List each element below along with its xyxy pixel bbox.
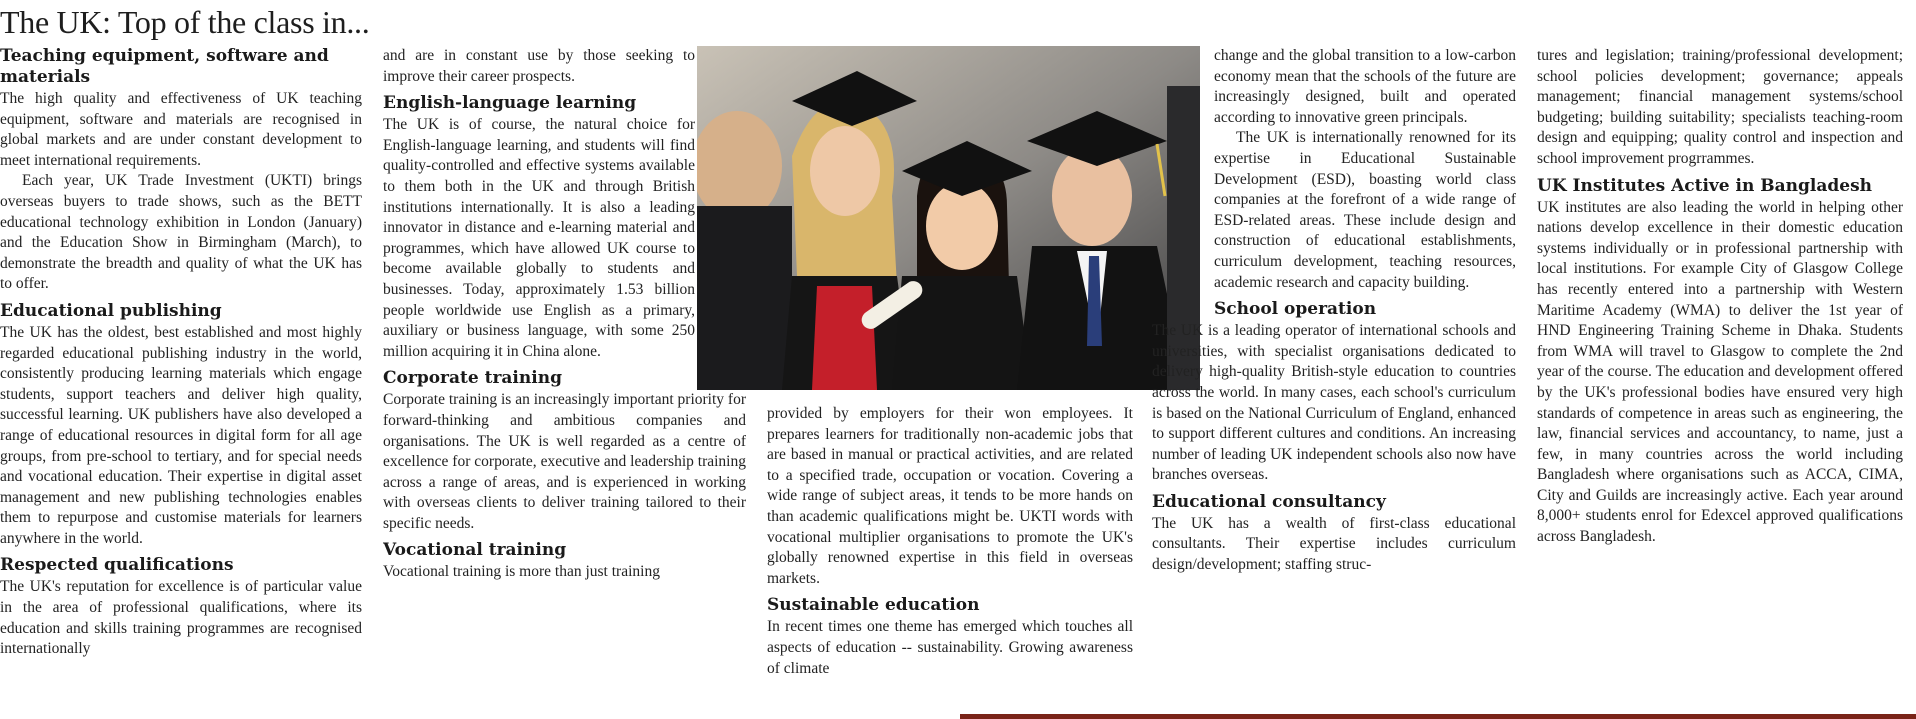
- paragraph-qualifications-cont: and are in constant use by those seeking to improve their career prospects.: [383, 47, 695, 85]
- graduates-illustration: [697, 46, 1200, 390]
- column-1: [0, 46, 362, 660]
- heading-english-language: English-language learning: [383, 93, 637, 114]
- bottom-rule-bar: [960, 714, 1916, 719]
- heading-sustainable-education: Sustainable education: [767, 595, 980, 616]
- heading-corporate-training: Corporate training: [383, 368, 562, 389]
- paragraph-consultancy-cont: tures and legislation; training/professional development; school policies development; governance; appeals management; financial management systems/school budgeting; building suitability; specialists teaching-room design and equipping; quality control and inspection and school improvement progrrammes.: [1537, 47, 1903, 167]
- column-2: [383, 46, 746, 583]
- heading-vocational-training: Vocational training: [383, 540, 567, 561]
- paragraph-teaching-1: The high quality and effectiveness of UK teaching equipment, software and materials are recognised in global markets and are under constant development to meet international requirements.: [0, 90, 362, 169]
- column-5: [1537, 46, 1903, 548]
- column-3: [767, 404, 1133, 679]
- heading-respected-qualifications: Respected qualifications: [0, 555, 234, 576]
- heading-uk-institutes-bangladesh: UK Institutes Active in Bangladesh: [1537, 175, 1873, 196]
- paragraph-teaching-2: Each year, UK Trade Investment (UKTI) brings overseas buyers to trade shows, such as the BETT educational technology exhibition in London (January) and the Education Show in Birmingham (March), to demonstrate the breadth and quality of what the UK has to offer.: [0, 172, 362, 293]
- paragraph-english: The UK is of course, the natural choice for English-language learning, and students will find quality-controlled and effective systems available to them both in the UK and through British institutions internationally. It is also a leading innovator in distance and e-learning material and programmes, which have allowed UK course to become available globally to students and businesses. Today, approximately 1.53 billion people worldwide use English as a primary, auxiliary or business language, with some 250 million acquiring it in China alone.: [383, 116, 695, 360]
- paragraph-corporate: Corporate training is an increasingly important priority for forward-thinking and ambitious companies and organisations. The UK is well regarded as a centre of excellence for corporate, executive and leadership training across a range of areas, and is experienced in working with overseas clients to deliver training tailored to their specific needs.: [383, 391, 746, 532]
- heading-educational-consultancy: Educational consultancy: [1152, 491, 1386, 512]
- paragraph-sustainable: In recent times one theme has emerged which touches all aspects of education -- sustainability. Growing awareness of climate: [767, 618, 1133, 677]
- paragraph-qualifications: The UK's reputation for excellence is of particular value in the area of professional qualifications, where its education and skills training programmes are recognised internationally: [0, 578, 362, 658]
- heading-school-operation: School operation: [1214, 299, 1377, 320]
- paragraph-publishing: The UK has the oldest, best established and most highly regarded educational publishing industry in the world, consistently producing learning materials which engage students, support teachers and deliver high quality, successful learning. UK publishers have also developed a range of educational resources in digital form for all age groups, from pre-school to tertiary, and for special needs and vocational education. Their expertise in digital asset management and new publishing technologies enables them to repurpose and customise materials for learners anywhere in the world.: [0, 323, 362, 547]
- heading-educational-publishing: Educational publishing: [0, 300, 222, 321]
- heading-teaching-equipment: Teaching equipment, software and materials: [0, 46, 329, 87]
- column-4: [1152, 46, 1516, 576]
- paragraph-vocational: Vocational training is more than just training: [383, 563, 660, 581]
- paragraph-sustainable-cont: change and the global transition to a low-carbon economy mean that the schools of the future are increasingly designed, built and operated according to innovative green principals.: [1214, 47, 1516, 126]
- paragraph-vocational-cont: provided by employers for their won employees. It prepares learners for traditionally non-academic jobs that are based in manual or practical activities, and are related to a specified trade, occupation or vocation. Covering a wide range of subject areas, it tends to be more hands on than academic qualifications might be. UKTI words with vocational multiplier organisations to promote the UK's globally renowned expertise in this field in overseas markets.: [767, 405, 1133, 587]
- paragraph-consultancy: The UK has a wealth of first-class educational consultants. Their expertise includes curriculum design/development; staffing struc-: [1152, 514, 1516, 574]
- page-title: The UK: Top of the class in...: [0, 4, 370, 40]
- graduates-photo: [697, 46, 1200, 390]
- paragraph-bangladesh: UK institutes are also leading the world in helping other nations develop excellence in their domestic education systems individually or in professional partnership with local institutions. For example City of Glasgow College has recently entered into a partnership with Western Maritime Academy (WMA) to deliver the 1st year of HND Engineering Training Scheme in Dhaka. Students from WMA will travel to Glasgow to complete the 2nd year of the course. The education and development offered by the UK's professional bodies have ensured very high standards of competence in areas such as engineering, the law, financial services and accountancy, to name, just a few, in many countries across the world including Bangladesh where organisations such as ACCA, CIMA, City and Guilds are increasingly active. Each year around 8,000+ students enrol for Edexcel approved qualifications across Bangladesh.: [1537, 198, 1903, 546]
- paragraph-school-operation: The UK is a leading operator of international schools and universities, with specialist organisations dedicated to delivery high-quality British-style education to countries across the world. In many cases, each school's curriculum is based on the National Curriculum of England, enhanced to support different cultures and conditions. An increasing number of leading UK independent schools also now have branches overseas.: [1152, 322, 1516, 484]
- paragraph-esd: The UK is internationally renowned for its expertise in Educational Sustainable Development (ESD), boasting world class companies at the forefront of a wide range of ESD-related areas. These include design and construction of educational establishments, curriculum development, teaching resources, academic research and capacity building.: [1214, 129, 1516, 291]
